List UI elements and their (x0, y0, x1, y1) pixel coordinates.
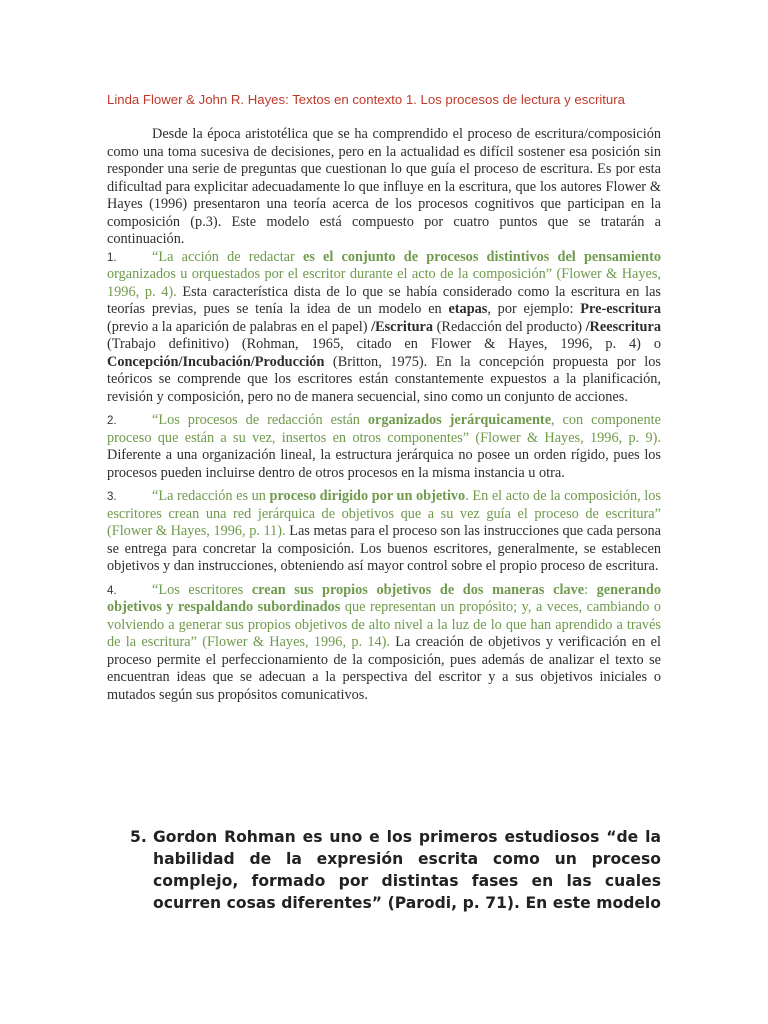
quote-text: “Los procesos de redacción están (152, 412, 368, 428)
quote-text: “Los escritores (152, 581, 252, 598)
quote-bold: es el conjunto de procesos distintivos del pensamiento (302, 248, 661, 265)
bold-term: etapas (448, 301, 488, 317)
quote-text: : (584, 581, 597, 598)
section-number: 5. (130, 828, 147, 846)
item-number: 1. (107, 251, 117, 264)
list-item-3 (107, 488, 661, 576)
body-text: (Redacción del producto) (433, 318, 586, 335)
item-paragraph (107, 488, 661, 576)
body-text: La creación de objetivos y verificación en el proceso permite el perfeccionamiento de la composición, pues además de analizar el texto se encuentran ideas que se adecuan a la perspectiva del escritor y a sus objetivos iniciales o mutados según sus propósitos comunicativos. (107, 634, 661, 703)
body-text: (Britton, 1975). En la concepción propuesta por los teóricos se comprende que los escritores están constantemente expuestos a la planificación, revisión y composición, pero no de manera secuencial, sino como un conjunto de acciones. (107, 353, 661, 405)
quote-text: . En el acto de la composición, los escritores crean una red jerárquica de objetivos que a su vez guía el proceso de escritura” (Flower & Hayes, 1996, p. 11). (107, 488, 661, 539)
bold-term: Pre-escritura (580, 301, 661, 317)
quote-text: organizados u orquestados por el escritor durante el acto de la composición” (Flower & Hayes, 1996, p. 4). (107, 266, 661, 300)
bold-term: Concepción/Incubación/Producción (107, 353, 325, 370)
body-text: (previo a la aparición de palabras en el papel) (107, 318, 372, 335)
item-number: 4. (107, 584, 117, 597)
item-paragraph (107, 582, 661, 705)
list-item-1 (107, 249, 661, 407)
page-header: Linda Flower & John R. Hayes: Textos en contexto 1. Los procesos de lectura y escritura (107, 92, 625, 107)
intro-paragraph: Desde la época aristotélica que se ha comprendido el proceso de escritura/composición como una toma sucesiva de decisiones, pero en la actualidad es difícil sostener esa posición sin responder una serie de preguntas que cuestionan lo que guía el proceso de escritura. Es por esta dificultad para explicitar adecuadamente lo que influye en la escritura, que los autores Flower & Hayes (1996) presentaron una teoría acerca de los procesos cognitivos que participan en la composición (p.3). Este modelo está compuesto por cuatro puntos que se tratarán a continuación. (107, 126, 661, 247)
quote-text: “La acción de redactar (152, 248, 303, 265)
item-paragraph (107, 412, 661, 482)
quote-bold: proceso dirigido por un objetivo (269, 488, 466, 504)
page-cutoff (130, 914, 661, 1024)
bold-term: /Escritura (371, 318, 434, 335)
body-text: , por ejemplo: (487, 301, 581, 317)
quote-bold: crean sus propios objetivos de dos maneras clave (251, 581, 585, 598)
item-paragraph (107, 249, 661, 407)
body-text: Esta característica dista de lo que se había considerado como la escritura en las teorías previas, pues se tenía la idea de un modelo en (107, 283, 661, 317)
body-text: Diferente a una organización lineal, la estructura jerárquica no posee un orden rígido, pues los procesos pueden incluirse dentro de otros procesos en la misma instancia u otra. (107, 447, 661, 481)
section-5-text: Gordon Rohman es uno e los primeros estudiosos “de la habilidad de la expresión escrita como un proceso complejo, formado por distintas fases en las cuales ocurren cosas diferentes” (Parodi, p. 71). En este modelo (153, 828, 661, 912)
bold-term: /Reescritura (585, 318, 661, 335)
body-text: (Trabajo definitivo) (Rohman, 1965, citado en Flower & Hayes, 1996, p. 4) o (107, 336, 661, 352)
list-item-4 (107, 582, 661, 705)
quote-text: que representan un propósito; y, a veces, cambiando o volviendo a generar sus propios objetivos de alto nivel a la luz de lo que han aprendido a través de la escritura” (Flower & Hayes, 1996, p. 14). (107, 599, 661, 650)
item-number: 2. (107, 415, 117, 427)
quote-bold: generando objetivos y respaldando subordinados (107, 581, 661, 615)
quote-text: “La redacción es un (152, 488, 270, 504)
quote-bold: organizados jerárquicamente (367, 412, 552, 428)
item-number: 3. (107, 491, 117, 503)
document-body (107, 126, 661, 704)
list-item-2 (107, 412, 661, 482)
body-text: Las metas para el proceso son las instrucciones que cada persona se entrega para concretar la composición. Los buenos escritores, generalmente, se establecen objetivos y dan instrucciones, obteniendo así mayor control sobre el propio proceso de escritura. (107, 523, 661, 574)
quote-text: , con componente proceso que están a su vez, insertos en otros componentes” (Flower & Hayes, 1996, p. 9). (107, 412, 661, 446)
